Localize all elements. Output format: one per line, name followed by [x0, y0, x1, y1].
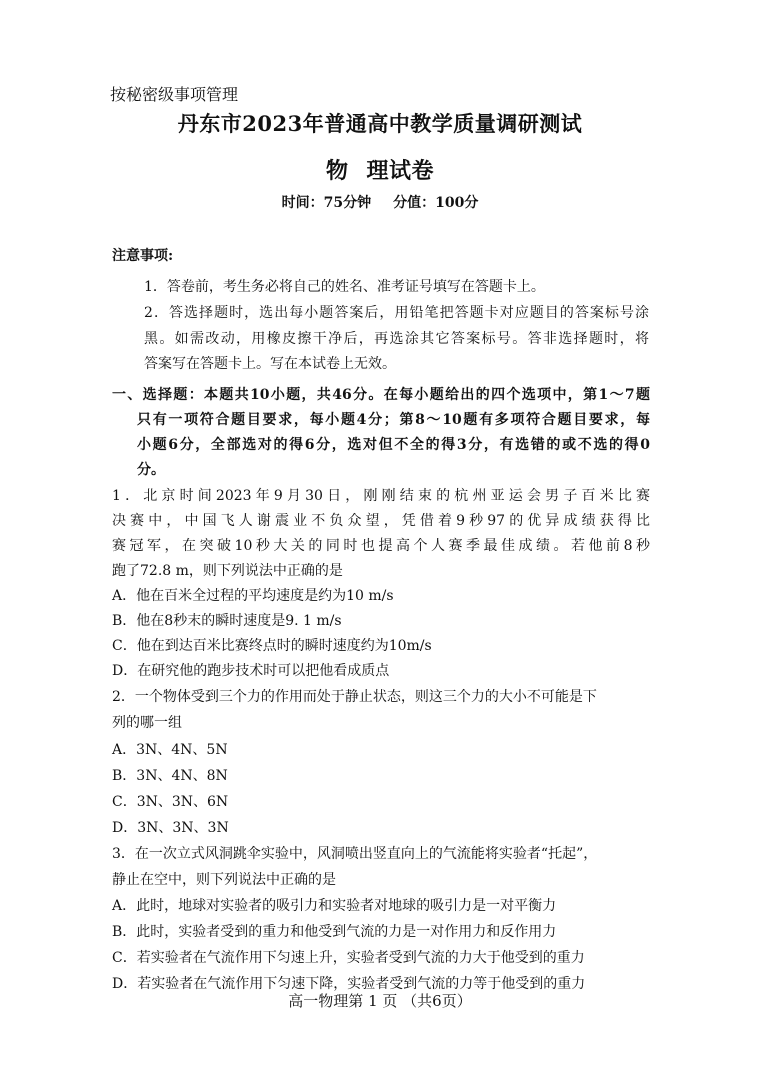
question-2-option-b: B．3N、4N、8N: [112, 768, 228, 784]
exam-subject-part-b: 理试卷: [366, 158, 435, 184]
exam-time-score: [0, 192, 760, 212]
notice-line: 答案写在答题卡上。写在本试卷上无效。: [144, 356, 396, 372]
section-instructions-line: 小题6分，全部选对的得6分，选对但不全的得3分，有选错的或不选的得0: [137, 437, 650, 453]
secret-level-mark: 按秘密级事项管理: [110, 85, 239, 104]
page-footer: 高一物理第 1 页 （共6页）: [288, 992, 472, 1010]
exam-subject-part-a: 物: [325, 158, 349, 184]
question-2-option-d: D．3N、3N、3N: [112, 820, 229, 836]
question-3-option-c: C．若实验者在气流作用下匀速上升，实验者受到气流的力大于他受到的重力: [112, 950, 585, 966]
question-3-option-d: D．若实验者在气流作用下匀速下降，实验者受到气流的力等于他受到的重力: [112, 976, 586, 992]
question-2-option-c: C．3N、3N、6N: [112, 794, 229, 810]
exam-title: 丹东市2023年普通高中教学质量调研测试: [177, 111, 583, 136]
section-instructions-line: 一、选择题：本题共10小题，共46分。在每小题给出的四个选项中，第1～7题: [112, 387, 650, 403]
exam-subject: [0, 154, 760, 185]
question-2-stem-line: 列的哪一组: [112, 715, 182, 731]
question-1-stem-line: 赛冠军，在突破10秒大关的同时也提高个人赛季最佳成绩。若他前8秒: [112, 538, 650, 554]
notice-heading: 注意事项:: [112, 248, 174, 264]
question-3-option-b: B．此时，实验者受到的重力和他受到气流的力是一对作用力和反作用力: [112, 924, 557, 940]
question-3-stem-line: 静止在空中，则下列说法中正确的是: [112, 872, 336, 888]
question-1-option-a: A．他在百米全过程的平均速度是约为10 m/s: [112, 588, 394, 604]
question-2-stem-line: 2．一个物体受到三个力的作用而处于静止状态，则这三个力的大小不可能是下: [112, 689, 597, 705]
section-instructions-line: 分。: [137, 462, 165, 478]
notice-line: 黑。如需改动，用橡皮擦干净后，再选涂其它答案标号。答非选择题时，将: [144, 331, 649, 347]
notice-line: 2．答选择题时，选出每小题答案后，用铅笔把答题卡对应题目的答案标号涂: [144, 305, 649, 321]
question-1-stem-line: 跑了72.8 m，则下列说法中正确的是: [112, 563, 343, 579]
question-1-stem-line: 1．北京时间2023年9月30日，刚刚结束的杭州亚运会男子百米比赛: [112, 488, 650, 504]
question-2-option-a: A．3N、4N、5N: [112, 742, 228, 758]
question-3-option-a: A．此时，地球对实验者的吸引力和实验者对地球的吸引力是一对平衡力: [112, 898, 557, 914]
section-instructions-line: 只有一项符合题目要求，每小题4分；第8～10题有多项符合题目要求，每: [137, 412, 650, 428]
question-1-option-b: B．他在8秒末的瞬时速度是9. 1 m/s: [112, 613, 342, 629]
question-1-stem-line: 决赛中，中国飞人谢震业不负众望，凭借着9秒97的优异成绩获得比: [112, 513, 650, 529]
exam-score: 分值：100分: [393, 195, 479, 211]
question-3-stem-line: 3．在一次立式风洞跳伞实验中，风洞喷出竖直向上的气流能将实验者“托起”，: [112, 846, 598, 862]
notice-line: 1．答卷前，考生务必将自己的姓名、准考证号填写在答题卡上。: [144, 279, 545, 295]
question-1-option-d: D．在研究他的跑步技术时可以把他看成质点: [112, 663, 390, 679]
question-1-option-c: C．他在到达百米比赛终点时的瞬时速度约为10m/s: [112, 638, 432, 654]
exam-time: 时间：75分钟: [281, 195, 372, 211]
